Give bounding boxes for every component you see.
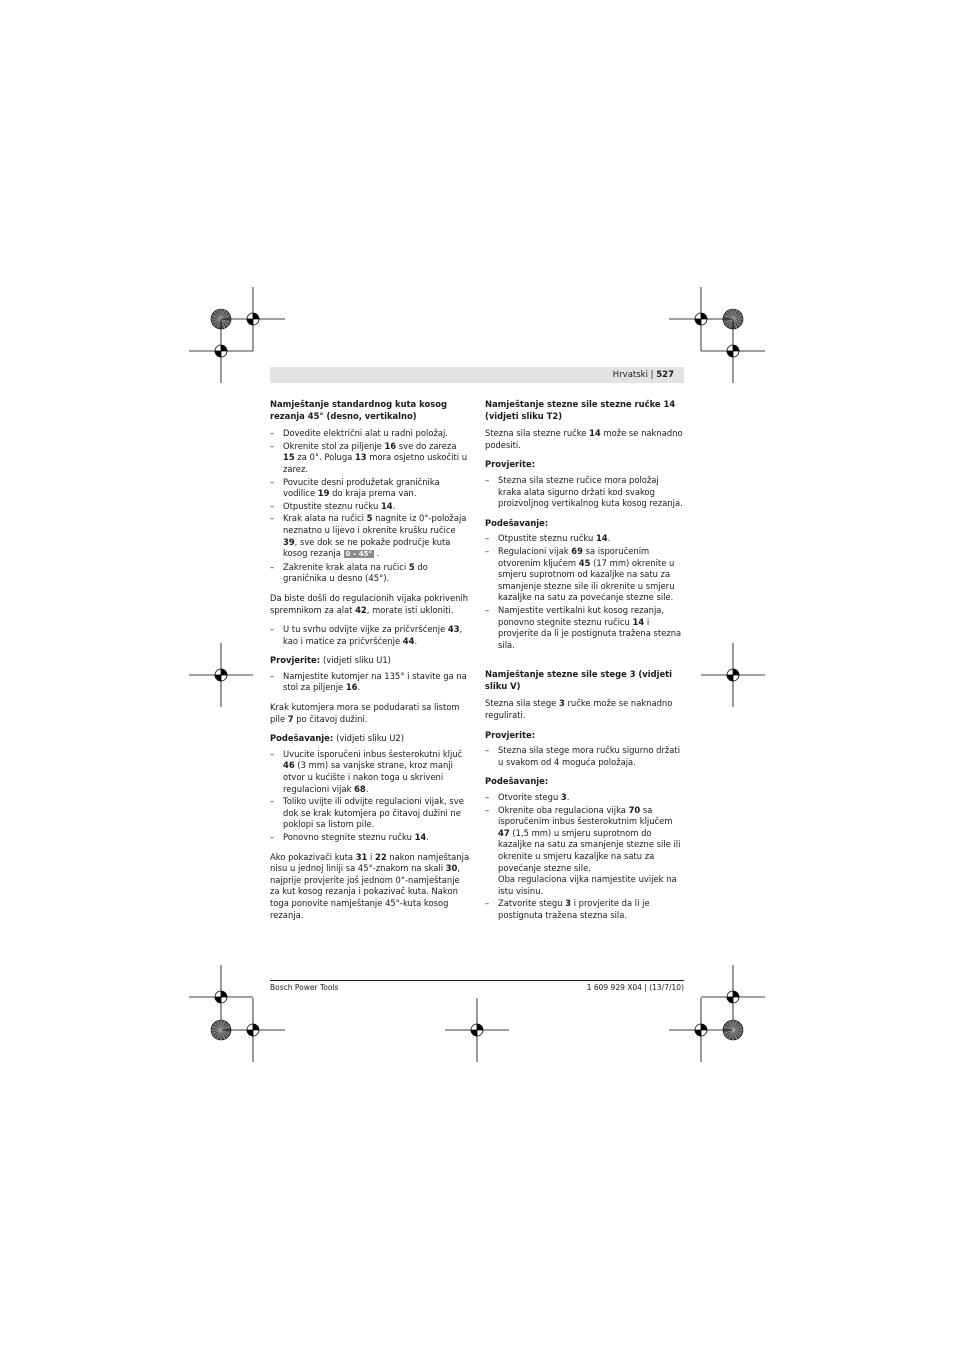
part-reference-number: 47 xyxy=(498,827,510,838)
list-item: – U tu svrhu odvijte vijke za pričvršćenje 43, kao i matice za pričvršćenje 44. xyxy=(270,624,470,647)
part-reference-number: 46 xyxy=(283,760,295,771)
list-item: – Zakrenite krak alata na ručici 5 do graničnika u desno (45°). xyxy=(270,562,470,585)
steps-list xyxy=(270,749,470,844)
footer-rule xyxy=(270,980,684,981)
part-reference-number: 68 xyxy=(354,783,366,794)
paragraph: Stezna sila stege 3 ručke može se naknadno regulirati. xyxy=(485,698,673,721)
part-reference-number: 16 xyxy=(345,682,358,693)
adjust-heading: Podešavanje: xyxy=(485,517,549,528)
part-reference-number: 22 xyxy=(375,851,387,862)
list-item: – Dovedite električni alat u radni položaj. xyxy=(270,428,470,440)
part-reference-number: 30 xyxy=(445,863,458,874)
list-item: – Otpustite steznu ručku 14. xyxy=(485,533,684,545)
list-item: – Ponovno stegnite steznu ručku 14. xyxy=(270,832,470,844)
part-reference-number: 19 xyxy=(317,488,330,499)
check-heading: Provjerite: (vidjeti sliku U1) xyxy=(270,655,391,666)
part-reference-number: 3 xyxy=(560,792,567,803)
paragraph: Da biste došli do regulacionih vijaka pokrivenih spremnikom za alat 42, morate isti ukloniti. xyxy=(270,592,469,615)
list-item: – Regulacioni vijak 69 sa isporučenim otvorenim ključem 45 (17 mm) okrenite u smjeru suprotnom od kazaljke na satu za smanjenje stezne sile ili okrenite u smjeru kazaljke na satu za povećanje stezne sile. xyxy=(485,546,684,604)
part-reference-number: 42 xyxy=(355,604,367,615)
list-item: – Namjestite kutomjer na 135° i stavite ga na stol za piljenje 16. xyxy=(270,671,470,694)
part-reference-number: 14 xyxy=(632,616,645,627)
adjust-heading: Podešavanje: xyxy=(485,776,549,787)
list-item: – Povucite desni produžetak graničnika vodilice 19 do kraja prema van. xyxy=(270,477,470,500)
steps-list xyxy=(270,624,470,647)
part-reference-number: 69 xyxy=(571,545,583,556)
part-reference-number: 14 xyxy=(380,500,393,511)
paragraph: Krak kutomjera mora se podudarati sa listom pile 7 po čitavoj dužini. xyxy=(270,702,460,724)
list-item-note: Oba regulaciona vijka namjestite uvijek na istu visinu. xyxy=(498,874,677,896)
part-reference-number: 5 xyxy=(408,561,415,572)
steps-list xyxy=(270,671,470,694)
part-reference-number: 70 xyxy=(628,804,641,815)
list-item: – Zatvorite stegu 3 i provjerite da li je postignuta tražena stezna sila. xyxy=(485,898,684,921)
paragraph: Stezna sila stezne ručke 14 može se naknadno podesiti. xyxy=(485,428,683,450)
section-title-45-bevel: Namještanje standardnog kuta kosog rezanja 45° (desno, vertikalno) xyxy=(270,399,447,421)
part-reference-number: 44 xyxy=(402,635,415,646)
footer-doc-number: 1 609 929 X04 | (13/7/10) xyxy=(586,983,684,992)
part-reference-number: 45 xyxy=(578,557,591,568)
list-item: – Okrenite oba regulaciona vijka 70 sa isporučenim inbus šesterokutnim ključem 47 (1,5 mm) u smjeru suprotnom do kazaljke na satu za smanjenje stezne sile ili okrenite u smjeru kazaljke na satu za povećanje stezne sile. Oba regulaciona vijka namjestite uvijek na istu visinu. xyxy=(485,805,684,898)
part-reference-number: 3 xyxy=(559,698,565,709)
list-item: – Stezna sila stege mora ručku sigurno držati u svakom od 4 moguća položaja. xyxy=(485,745,684,768)
check-heading: Provjerite: xyxy=(485,459,536,470)
part-reference-number: 5 xyxy=(366,513,373,524)
part-reference-number: 16 xyxy=(384,440,397,451)
page-header-bar xyxy=(270,367,684,383)
angle-range-tag: 0 – 45° xyxy=(345,550,373,559)
section-title-clamp: Namještanje stezne sile stege 3 (vidjeti sliku V) xyxy=(485,669,673,691)
steps-list xyxy=(485,533,684,651)
part-reference-number: 3 xyxy=(565,898,572,909)
right-column xyxy=(485,399,684,930)
list-item: – Uvucite isporučeni inbus šesterokutni ključ 46 (3 mm) sa vanjske strane, kroz manji otvor u kućište i nakon toga u skriveni regulacioni vijak 68. xyxy=(270,749,470,795)
footer-brand: Bosch Power Tools xyxy=(270,983,339,992)
part-reference-number: 39 xyxy=(283,536,295,547)
steps-list xyxy=(485,475,684,510)
part-reference-number: 14 xyxy=(414,832,427,842)
page-number: 527 xyxy=(656,370,674,380)
paragraph: Ako pokazivači kuta 31 i 22 nakon namještanja nisu u jednoj liniji sa 45°-znakom na skali 30, najprije provjerite još jednom 0°-namještanje za kut kosog rezanja i pokazivač kuta. Nakon toga ponovite namještanje 45°-kuta kosog rezanja. xyxy=(270,851,470,920)
check-heading: Provjerite: xyxy=(485,729,536,740)
steps-list xyxy=(485,792,684,922)
steps-list xyxy=(270,428,470,585)
list-item: – Otpustite steznu ručku 14. xyxy=(270,501,470,513)
steps-list xyxy=(485,745,684,768)
list-item: – Toliko uvijte ili odvijte regulacioni vijak, sve dok se krak kutomjera po čitavoj dužini ne poklopi sa listom pile. xyxy=(270,796,470,831)
part-reference-number: 15 xyxy=(283,452,295,463)
adjust-heading: Podešavanje: (vidjeti sliku U2) xyxy=(270,733,405,744)
page-header: Hrvatski | 527 xyxy=(612,370,674,380)
section-title-clamp-handle: Namještanje stezne sile stezne ručke 14 (vidjeti sliku T2) xyxy=(485,399,676,421)
part-reference-number: 14 xyxy=(595,533,608,544)
list-item: – Krak alata na ručici 5 nagnite iz 0°-položaja neznatno u lijevo i okrenite krušku ručice 39, sve dok se ne pokaže područje kuta kosog rezanja 0 – 45° . xyxy=(270,513,470,560)
left-column xyxy=(270,399,470,929)
list-item: – Stezna sila stezne ručice mora položaj kraka alata sigurno držati kod svakog proizvoljnog vertikalnog kuta kosog rezanja. xyxy=(485,475,684,510)
part-reference-number: 13 xyxy=(354,452,367,463)
part-reference-number: 14 xyxy=(589,428,601,439)
list-item: – Otvorite stegu 3. xyxy=(485,792,684,804)
header-language: Hrvatski xyxy=(612,370,648,380)
part-reference-number: 31 xyxy=(355,851,368,862)
part-reference-number: 7 xyxy=(287,713,294,724)
part-reference-number: 43 xyxy=(447,624,460,635)
list-item: – Okrenite stol za piljenje 16 sve do zareza 15 za 0°. Poluga 13 mora osjetno uskočiti u zarez. xyxy=(270,441,470,476)
list-item: – Namjestite vertikalni kut kosog rezanja, ponovno stegnite steznu ručicu 14 i provjerite da li je postignuta tražena stezna sila. xyxy=(485,605,684,651)
